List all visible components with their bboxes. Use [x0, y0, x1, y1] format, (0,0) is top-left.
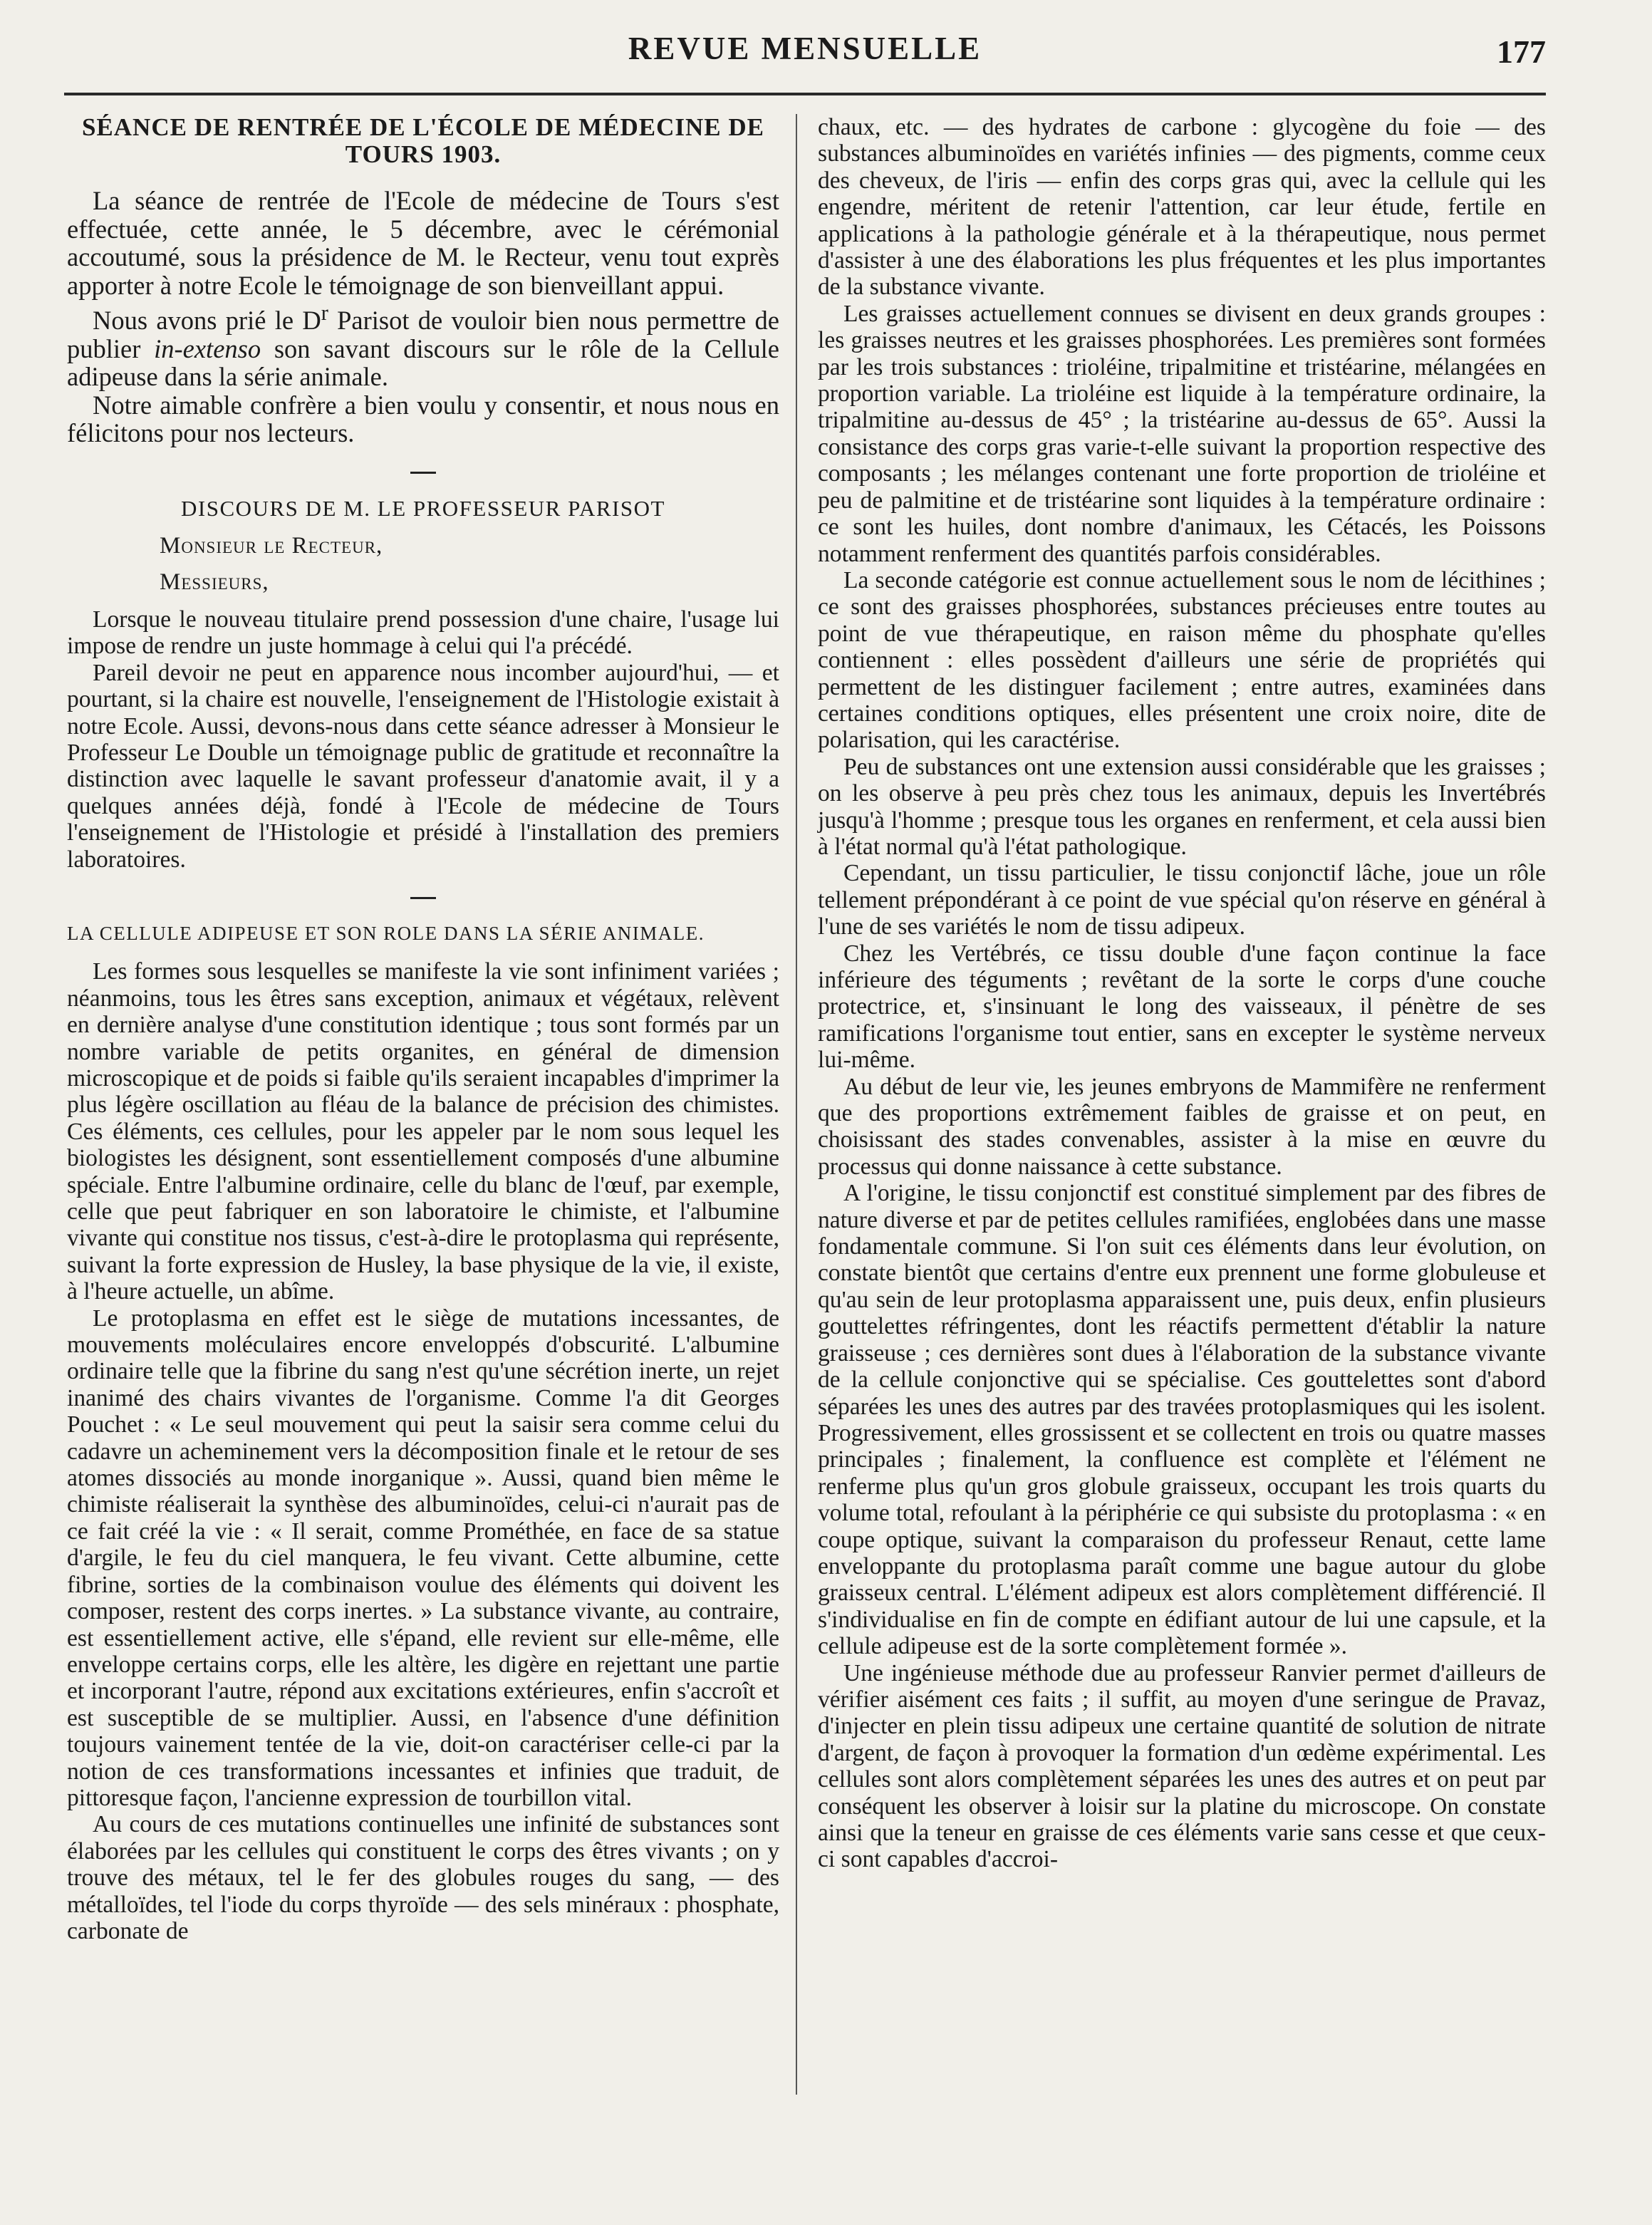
italic-term: in-extenso — [154, 333, 261, 363]
separator-dash — [410, 472, 436, 474]
body-paragraph: Pareil devoir ne peut en apparence nous incomber aujourd'hui, — et pourtant, si la chaire est nouvelle, l'enseignement de l'Histologie existait à notre Ecole. Aussi, devons-nous dans cette séance adresser à Monsieur le Professeur Le Double un témoignage public de gratitude et reconnaître la distinction avec laquelle le savant professeur d'anatomie avait, il y a quelques années déjà, fondé à l'Ecole de médecine de Tours l'enseignement de l'Histologie et présidé à l'installation des premiers laboratoires. — [67, 659, 779, 873]
body-paragraph: A l'origine, le tissu conjonctif est constitué simplement par des fibres de nature diverse et par de petites cellules ramifiées, englobées dans une masse fondamentale commune. Si l'on suit ces éléments dans leur évolution, on constate bientôt que certains d'entre eux prennent une forme globuleuse et qu'au sein de leur protoplasma apparaissent une, puis deux, enfin plusieurs gouttelettes réfringentes, dont les réactifs permettent d'établir la nature graisseuse ; ces dernières sont dues à l'élaboration de la substance vivante de la cellule conjonctive qui se spécialise. Ces gouttelettes sont d'abord séparées les unes des autres par des travées protoplasmiques qui les isolent. Progressivement, elles grossissent et se collectent en trois ou quatre masses principales ; finalement, la confluence est complète et l'élément ne renferme plus qu'un gros globule graisseux, occupant les trois quarts du volume total, refoulant à la périphérie ce qui subsiste du protoplasma : « en coupe optique, suivant la comparaison du professeur Renaut, cette lame enveloppante du protoplasma paraît comme une bague autour du globe graisseux central. L'élément adipeux est alors complètement différencié. Il s'individualise en fin de compte en édifiant autour de lui une capsule, et la cellule adipeuse est de la sorte complètement formée ». — [818, 1180, 1546, 1660]
intro-text: son savant discours sur le rôle de la Cellule adipeuse dans la série animale. — [67, 333, 780, 392]
body-paragraph: Cependant, un tissu particulier, le tissu conjonctif lâche, joue un rôle tellement prépondérant à ce point de vue spécial qu'on réserve en général à l'une de ses variétés le nom de tissu adipeux. — [818, 860, 1546, 940]
salutation: Messieurs, — [160, 569, 269, 596]
body-paragraph: Chez les Vertébrés, ce tissu double d'une façon continue la face inférieure des téguments ; revêtant de la sorte le corps d'une couche protectrice, et, s'insinuant le long des vaisseaux, il pénètre de ses ramifications l'organisme tout entier, sans en excepter le système nerveux lui-même. — [818, 940, 1546, 1074]
separator-dash — [410, 897, 436, 899]
intro-paragraph: Notre aimable confrère a bien voulu y consentir, et nous nous en félicitons pour nos lecteurs. — [67, 390, 779, 448]
intro-text: Parisot de vouloir bien nous permettre de publier — [67, 306, 780, 363]
salutation: Monsieur le Recteur, — [160, 533, 383, 559]
article-title: SÉANCE DE RENTRÉE DE L'ÉCOLE DE MÉDECINE DE TOURS 1903. — [81, 113, 765, 168]
body-paragraph: La seconde catégorie est connue actuellement sous le nom de lécithines ; ce sont des graisses phosphorées, substances précieuses entre toutes au point de vue thérapeutique, en raison même du phosphate qu'elles contiennent : elles possèdent d'ailleurs une série de propriétés qui permettent de les distinguer facilement ; entre autres, examinées dans certaines conditions optiques, elles présentent une croix noire, dite de polarisation, qui les caractérise. — [818, 566, 1546, 754]
body-paragraph: Une ingénieuse méthode due au professeur Ranvier permet d'ailleurs de vérifier aisément ces faits ; il suffit, au moyen d'une seringue de Pravaz, d'injecter en plein tissu adipeux une certaine quantité de solution de nitrate d'argent, de façon à provoquer la formation d'un œdème expérimental. Les cellules sont alors complètement séparées les unes des autres et on peut par conséquent les observer à loisir sur la platine du microscope. On constate ainsi que la teneur en graisse de ces éléments varie sans cesse et que ceux-ci sont capables d'accroi- — [818, 1659, 1546, 1873]
intro-paragraph — [67, 299, 779, 391]
body-paragraph: Au début de leur vie, les jeunes embryons de Mammifère ne renferment que des proportions extrêmement faibles de graisse et on peut, en choisissant des stades convenables, assister à la mise en œuvre du processus qui donne naissance à cette substance. — [818, 1073, 1546, 1180]
right-column — [818, 114, 1546, 1873]
body-paragraph: Lorsque le nouveau titulaire prend possession d'une chaire, l'usage lui impose de rendre un juste hommage à celui qui l'a précédé. — [67, 606, 779, 660]
column-divider — [796, 114, 797, 2095]
page-number: 177 — [1497, 33, 1546, 70]
body-paragraph: Peu de substances ont une extension aussi considérable que les graisses ; on les observe à peu près chez tous les animaux, depuis les Invertébrés jusqu'à l'homme ; presque tous les organes en renferment, et cela aussi bien à l'état normal qu'à l'état pathologique. — [818, 753, 1546, 860]
running-title: REVUE MENSUELLE — [628, 31, 982, 66]
body-paragraph: Les graisses actuellement connues se divisent en deux grands groupes : les graisses neutres et les graisses phosphorées. Les premières sont formées par les trois substances : trioléine, tripalmitine et tristéarine, mélangées en proportion variable. La trioléine est liquide à la température ordinaire, la tripalmitine au-dessus de 45° ; la tristéarine au-dessus de 65°. Aussi la consistance des corps gras varie-t-elle suivant la proportion respective des composants ; les mélanges contenant une forte proportion de trioléine et peu de palmitine et de tristéarine sont liquides à la température ordinaire : ce sont les huiles, dont nombre d'animaux, les Cétacés, les Poissons notamment renferment des quantités parfois considérables. — [818, 300, 1546, 567]
discours-heading: DISCOURS DE M. LE PROFESSEUR PARISOT — [181, 495, 665, 521]
superscript: r — [321, 301, 328, 325]
page-header — [64, 26, 1546, 94]
intro-text: Nous avons prié le D — [93, 306, 321, 336]
body-paragraph: Les formes sous lesquelles se manifeste la vie sont infiniment variées ; néanmoins, tous les êtres sans exception, animaux et végétaux, relèvent en dernière analyse d'une constitution identique ; tous sont formés par un nombre variable de petits organites, en général de dimension microscopique et de poids si faible qu'ils seraient incapables d'imprimer la plus légère oscillation au fléau de la balance de précision des chimistes. Ces éléments, ces cellules, pour les appeler par le nom sous lequel les biologistes les désignent, sont essentiellement composés d'une albumine spéciale. Entre l'albumine ordinaire, celle du blanc de l'œuf, par exemple, celle que peut fabriquer en son laboratoire le chimiste, et l'albumine vivante qui constitue nos tissus, c'est-à-dire le protoplasma qui représente, suivant la forte expression de Husley, la base physique de la vie, il existe, à l'heure actuelle, un abîme. — [67, 958, 779, 1305]
header-rule — [64, 93, 1546, 95]
intro-paragraph: La séance de rentrée de l'Ecole de médecine de Tours s'est effectuée, cette année, le 5 décembre, avec le cérémonial accoutumé, sous la présidence de M. le Recteur, venu tout exprès apporter à notre Ecole le témoignage de son bienveillant appui. — [67, 186, 779, 300]
section-heading: LA CELLULE ADIPEUSE ET SON ROLE DANS LA SÉRIE ANIMALE. — [67, 922, 705, 944]
intro-block — [67, 187, 779, 447]
body-paragraph: Le protoplasma en effet est le siège de mutations incessantes, de mouvements moléculaires encore enveloppés d'obscurité. L'albumine ordinaire telle que la fibrine du sang n'est qu'une sécrétion inerte, un rejet inanimé des chairs vivantes de l'organisme. Comme l'a dit Georges Pouchet : « Le seul mouvement qui peut la saisir sera comme celui du cadavre un acheminement vers la décomposition finale et le retour de ses atomes dissociés au monde inorganique ». Aussi, quand bien même le chimiste réaliserait la synthèse des albuminoïdes, celui-ci n'aurait pas de ce fait créé la vie : « Il serait, comme Prométhée, en face de sa statue d'argile, le feu du ciel manquera, le feu vivant. Cette albumine, cette fibrine, sorties de la combinaison voulue des éléments qui doivent les composer, restent des corps inertes. » La substance vivante, au contraire, est essentiellement active, elle s'épand, elle revient sur elle-même, elle enveloppe certains corps, elle les altère, les digère en rejettant une partie et incorporant l'autre, répond aux excitations extérieures, enfin s'accroît et est susceptible de se multiplier. Aussi, en l'absence d'une définition toujours vainement tentée de la vie, doit-on caractériser celle-ci par la notion de ces transformations incessantes et infinies que traduit, de pittoresque façon, l'ancienne expression de tourbillon vital. — [67, 1305, 779, 1811]
body-paragraph: chaux, etc. — des hydrates de carbone : glycogène du foie — des substances albuminoïdes en variétés infinies — des pigments, comme ceux des cheveux, de l'iris — enfin des corps gras qui, avec la cellule qui les engendre, méritent de retenir l'attention, car leur étude, fertile en applications à la pathologie générale et à la thérapeutique, nous permet d'assister à une des élaborations les plus fréquentes et les plus importantes de la substance vivante. — [818, 114, 1546, 301]
body-paragraph: Au cours de ces mutations continuelles une infinité de substances sont élaborées par les cellules qui constituent le corps des êtres vivants ; on y trouve des métaux, tel le fer des globules rouges du sang, — des métalloïdes, tel l'iode du corps thyroïde — des sels minéraux : phosphate, carbonate de — [67, 1811, 779, 1944]
left-column — [67, 114, 779, 1944]
